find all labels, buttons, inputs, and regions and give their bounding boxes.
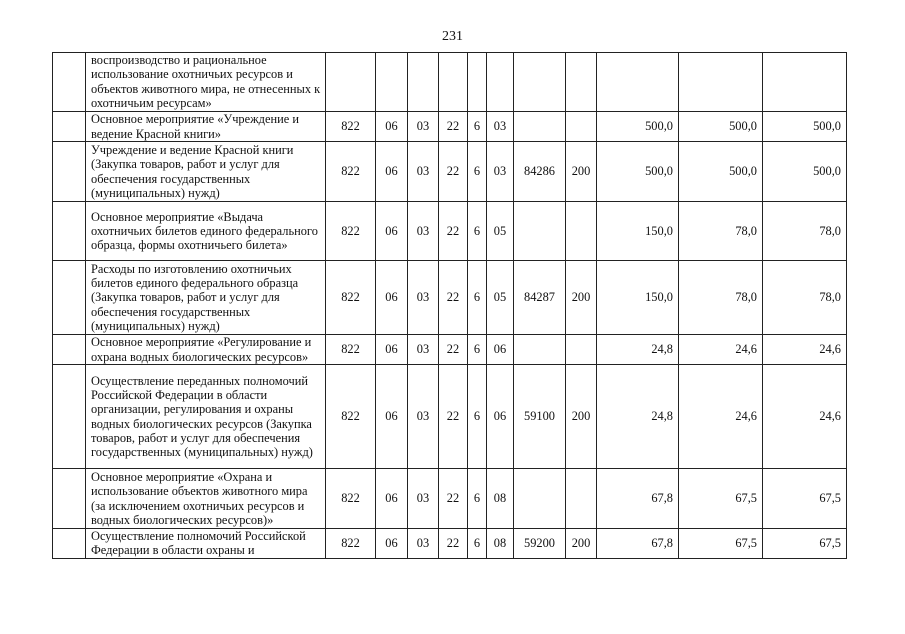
- cell-code-1: 22: [439, 202, 468, 261]
- cell-code-4: 59200: [514, 529, 566, 559]
- cell-pr: 03: [408, 202, 439, 261]
- table-row: [53, 202, 847, 261]
- cell-pr: 03: [408, 335, 439, 365]
- cell-year-2: 67,5: [679, 469, 763, 529]
- cell-grbs: 822: [326, 202, 376, 261]
- cell-rz: 06: [376, 112, 408, 142]
- item-name: Осуществление полномочий Российской Федерации в области охраны и: [86, 529, 326, 559]
- blank-cell: [53, 261, 86, 335]
- cell-code-4: 84286: [514, 142, 566, 202]
- cell-grbs: 822: [326, 142, 376, 202]
- blank-cell: [53, 202, 86, 261]
- blank-cell: [53, 53, 86, 112]
- cell-grbs: 822: [326, 529, 376, 559]
- cell-code-3: 08: [487, 529, 514, 559]
- table-row: [53, 53, 847, 112]
- cell-code-4: [514, 469, 566, 529]
- cell-code-2: 6: [468, 529, 487, 559]
- cell-year-3: 78,0: [763, 261, 847, 335]
- cell-year-3: 78,0: [763, 202, 847, 261]
- table-row: [53, 142, 847, 202]
- cell-rz: 06: [376, 142, 408, 202]
- cell-year-3: [763, 53, 847, 112]
- blank-cell: [53, 112, 86, 142]
- cell-year-3: 24,6: [763, 335, 847, 365]
- cell-pr: 03: [408, 529, 439, 559]
- table-row: [53, 469, 847, 529]
- cell-code-2: 6: [468, 202, 487, 261]
- cell-grbs: 822: [326, 261, 376, 335]
- cell-grbs: [326, 53, 376, 112]
- cell-year-2: 24,6: [679, 335, 763, 365]
- cell-vr: [566, 202, 597, 261]
- cell-code-1: 22: [439, 365, 468, 469]
- table-row: [53, 365, 847, 469]
- blank-cell: [53, 365, 86, 469]
- cell-rz: 06: [376, 469, 408, 529]
- cell-code-4: [514, 335, 566, 365]
- page-number: 231: [442, 29, 463, 44]
- cell-code-3: 06: [487, 335, 514, 365]
- cell-code-3: [487, 53, 514, 112]
- cell-year-3: 500,0: [763, 142, 847, 202]
- cell-vr: [566, 335, 597, 365]
- cell-code-2: 6: [468, 142, 487, 202]
- item-name: Расходы по изготовлению охотничьих билетов единого федерального образца (Закупка товаров, работ и услуг для обеспечения государственных (муниципальных) нужд): [86, 261, 326, 335]
- cell-year-2: 78,0: [679, 261, 763, 335]
- cell-pr: 03: [408, 469, 439, 529]
- cell-year-2: 24,6: [679, 365, 763, 469]
- blank-cell: [53, 142, 86, 202]
- cell-grbs: 822: [326, 112, 376, 142]
- blank-cell: [53, 469, 86, 529]
- cell-year-1: 500,0: [597, 112, 679, 142]
- cell-year-3: 67,5: [763, 469, 847, 529]
- cell-vr: [566, 53, 597, 112]
- cell-code-4: [514, 202, 566, 261]
- cell-pr: [408, 53, 439, 112]
- cell-grbs: 822: [326, 335, 376, 365]
- item-name: Основное мероприятие «Выдача охотничьих билетов единого федерального образца, формы охотничьего билета»: [86, 202, 326, 261]
- cell-pr: 03: [408, 261, 439, 335]
- item-name: воспроизводство и рациональное использование охотничьих ресурсов и объектов животного мира, не отнесенных к охотничьим ресурсам»: [86, 53, 326, 112]
- cell-vr: 200: [566, 529, 597, 559]
- cell-code-2: 6: [468, 469, 487, 529]
- cell-vr: 200: [566, 365, 597, 469]
- cell-year-1: 67,8: [597, 529, 679, 559]
- cell-pr: 03: [408, 112, 439, 142]
- cell-code-4: [514, 112, 566, 142]
- cell-code-2: 6: [468, 365, 487, 469]
- cell-code-2: 6: [468, 261, 487, 335]
- cell-year-3: 67,5: [763, 529, 847, 559]
- cell-code-3: 08: [487, 469, 514, 529]
- cell-year-1: [597, 53, 679, 112]
- cell-vr: 200: [566, 261, 597, 335]
- cell-year-3: 500,0: [763, 112, 847, 142]
- cell-year-1: 67,8: [597, 469, 679, 529]
- cell-code-1: [439, 53, 468, 112]
- cell-code-1: 22: [439, 335, 468, 365]
- cell-year-2: 67,5: [679, 529, 763, 559]
- cell-grbs: 822: [326, 365, 376, 469]
- cell-year-1: 24,8: [597, 365, 679, 469]
- cell-year-3: 24,6: [763, 365, 847, 469]
- cell-vr: [566, 112, 597, 142]
- cell-code-4: 59100: [514, 365, 566, 469]
- cell-code-2: 6: [468, 112, 487, 142]
- cell-pr: 03: [408, 142, 439, 202]
- cell-year-1: 150,0: [597, 261, 679, 335]
- cell-year-1: 150,0: [597, 202, 679, 261]
- cell-code-3: 03: [487, 142, 514, 202]
- item-name: Учреждение и ведение Красной книги (Закупка товаров, работ и услуг для обеспечения государственных (муниципальных) нужд): [86, 142, 326, 202]
- table-row: [53, 261, 847, 335]
- cell-code-4: [514, 53, 566, 112]
- cell-pr: 03: [408, 365, 439, 469]
- blank-cell: [53, 335, 86, 365]
- cell-code-1: 22: [439, 112, 468, 142]
- cell-code-1: 22: [439, 529, 468, 559]
- cell-code-4: 84287: [514, 261, 566, 335]
- cell-year-2: [679, 53, 763, 112]
- cell-year-1: 500,0: [597, 142, 679, 202]
- cell-code-1: 22: [439, 261, 468, 335]
- cell-vr: 200: [566, 142, 597, 202]
- cell-year-2: 500,0: [679, 112, 763, 142]
- cell-code-3: 03: [487, 112, 514, 142]
- cell-code-1: 22: [439, 469, 468, 529]
- cell-year-2: 78,0: [679, 202, 763, 261]
- item-name: Основное мероприятие «Охрана и использование объектов животного мира (за исключением охотничьих ресурсов и водных биологических ресурсов)»: [86, 469, 326, 529]
- table-row: [53, 112, 847, 142]
- table-row: [53, 529, 847, 559]
- cell-rz: 06: [376, 202, 408, 261]
- cell-rz: 06: [376, 261, 408, 335]
- cell-year-2: 500,0: [679, 142, 763, 202]
- cell-grbs: 822: [326, 469, 376, 529]
- table-row: [53, 335, 847, 365]
- cell-rz: 06: [376, 365, 408, 469]
- cell-code-3: 05: [487, 202, 514, 261]
- cell-rz: 06: [376, 335, 408, 365]
- cell-code-2: 6: [468, 335, 487, 365]
- budget-table: [52, 52, 847, 559]
- item-name: Основное мероприятие «Регулирование и охрана водных биологических ресурсов»: [86, 335, 326, 365]
- cell-rz: 06: [376, 529, 408, 559]
- cell-code-3: 06: [487, 365, 514, 469]
- item-name: Осуществление переданных полномочий Российской Федерации в области организации, регулирования и охраны водных биологических ресурсов (Закупка товаров, работ и услуг для обеспечения государственных (муниципальных) нужд): [86, 365, 326, 469]
- cell-code-3: 05: [487, 261, 514, 335]
- cell-code-2: [468, 53, 487, 112]
- blank-cell: [53, 529, 86, 559]
- cell-rz: [376, 53, 408, 112]
- cell-vr: [566, 469, 597, 529]
- cell-year-1: 24,8: [597, 335, 679, 365]
- item-name: Основное мероприятие «Учреждение и ведение Красной книги»: [86, 112, 326, 142]
- cell-code-1: 22: [439, 142, 468, 202]
